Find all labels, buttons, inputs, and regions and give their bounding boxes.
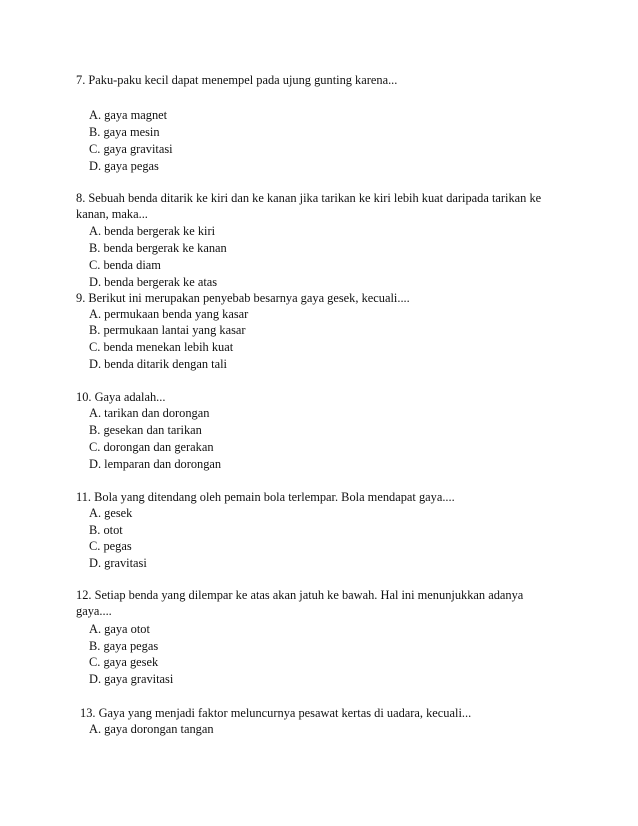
question-11-option-a: A. gesek — [89, 506, 133, 520]
question-13-prompt: 13. Gaya yang menjadi faktor meluncurnya pesawat kertas di uadara, kecuali... — [80, 706, 472, 720]
question-11-prompt: 11. Bola yang ditendang oleh pemain bola terlempar. Bola mendapat gaya.... — [76, 490, 455, 504]
question-7-option-d: D. gaya pegas — [89, 159, 159, 173]
question-8-prompt: 8. Sebuah benda ditarik ke kiri dan ke kanan jika tarikan ke kiri lebih kuat daripada tarikan ke kanan, maka... — [76, 191, 542, 221]
question-11-option-c: C. pegas — [89, 539, 132, 553]
question-10-option-b: B. gesekan dan tarikan — [89, 423, 202, 437]
question-8-option-a: A. benda bergerak ke kiri — [89, 224, 216, 238]
question-9-prompt: 9. Berikut ini merupakan penyebab besarnya gaya gesek, kecuali.... — [76, 291, 410, 305]
question-10-option-c: C. dorongan dan gerakan — [89, 440, 214, 454]
question-10-option-d: D. lemparan dan dorongan — [89, 457, 222, 471]
question-11-option-b: B. otot — [89, 523, 123, 537]
question-7-prompt: 7. Paku-paku kecil dapat menempel pada ujung gunting karena... — [76, 73, 398, 87]
question-12-option-c: C. gaya gesek — [89, 655, 159, 669]
question-7-option-c: C. gaya gravitasi — [89, 142, 173, 156]
question-9-option-d: D. benda ditarik dengan tali — [89, 357, 227, 371]
question-12-option-b: B. gaya pegas — [89, 639, 159, 653]
question-7-option-b: B. gaya mesin — [89, 125, 160, 139]
question-9-option-a: A. permukaan benda yang kasar — [89, 307, 249, 321]
question-11-option-d: D. gravitasi — [89, 556, 147, 570]
question-9-option-b: B. permukaan lantai yang kasar — [89, 323, 246, 337]
question-12-option-d: D. gaya gravitasi — [89, 672, 174, 686]
question-8-option-c: C. benda diam — [89, 258, 161, 272]
question-12-option-a: A. gaya otot — [89, 622, 150, 636]
question-9-option-c: C. benda menekan lebih kuat — [89, 340, 234, 354]
question-8-option-b: B. benda bergerak ke kanan — [89, 241, 227, 255]
question-10-prompt: 10. Gaya adalah... — [76, 390, 166, 404]
question-8-option-d: D. benda bergerak ke atas — [89, 275, 218, 289]
question-7-option-a: A. gaya magnet — [89, 108, 168, 122]
question-12-prompt: 12. Setiap benda yang dilempar ke atas akan jatuh ke bawah. Hal ini menunjukkan adanya gaya.... — [76, 588, 524, 618]
question-13-option-a: A. gaya dorongan tangan — [89, 722, 214, 736]
question-10-option-a: A. tarikan dan dorongan — [89, 406, 210, 420]
